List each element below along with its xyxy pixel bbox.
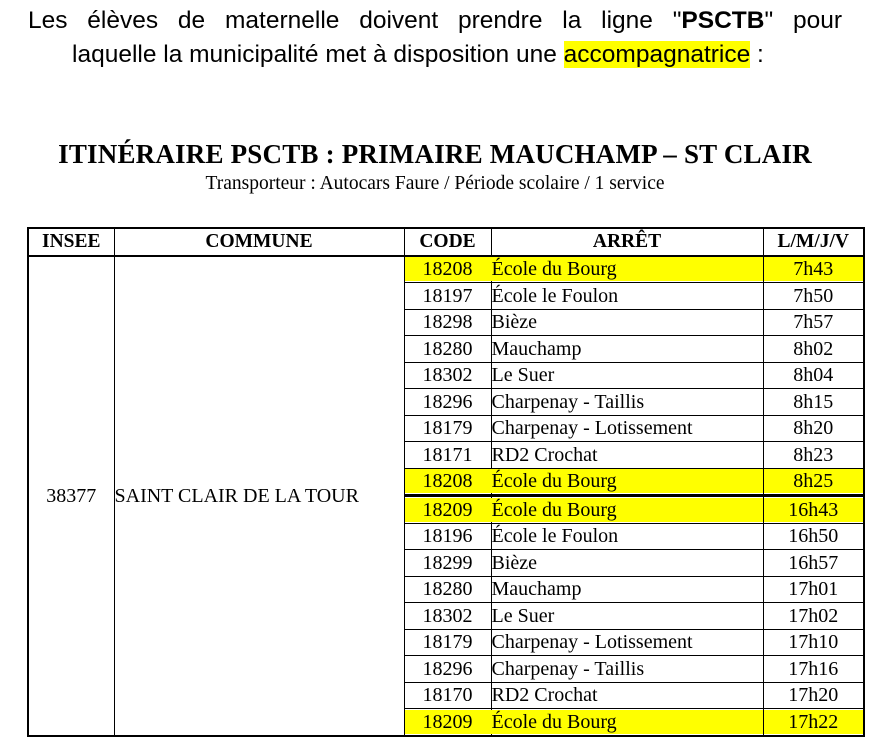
code-cell — [404, 256, 491, 283]
stop-cell-text: Bièze — [491, 551, 538, 574]
time-cell — [763, 468, 864, 496]
time-cell — [763, 309, 864, 336]
code-cell — [404, 362, 491, 389]
code-cell — [404, 523, 491, 550]
code-cell-text: 18170 — [422, 684, 473, 707]
time-cell-text: 16h43 — [764, 498, 864, 522]
time-cell — [763, 256, 864, 283]
time-cell-text: 7h57 — [793, 311, 834, 334]
stop-cell-text: École du Bourg — [488, 710, 763, 734]
page-subtitle: Transporteur : Autocars Faure / Période scolaire / 1 service — [205, 173, 665, 194]
stop-cell-text: RD2 Crochat — [491, 684, 598, 707]
code-cell — [404, 389, 491, 416]
code-cell — [404, 309, 491, 336]
time-cell — [763, 603, 864, 630]
code-cell — [404, 496, 491, 524]
stop-cell-text: Charpenay - Taillis — [491, 657, 645, 680]
code-cell-text: 18296 — [422, 657, 473, 680]
stop-cell-text: Charpenay - Taillis — [491, 390, 645, 413]
route-table — [27, 227, 865, 737]
time-cell-text: 16h50 — [788, 525, 839, 548]
code-cell-text: 18179 — [422, 417, 473, 440]
code-cell — [404, 709, 491, 736]
time-cell-text: 8h04 — [793, 364, 834, 387]
stop-cell-text: Charpenay - Lotissement — [491, 417, 693, 440]
time-cell-text: 8h20 — [793, 417, 834, 440]
code-cell — [404, 283, 491, 310]
intro-paragraph — [0, 4, 882, 72]
time-cell-text: 17h22 — [764, 710, 864, 734]
stop-cell — [491, 309, 763, 336]
stop-cell — [491, 629, 763, 656]
stop-cell — [491, 576, 763, 603]
code-cell-text: 18299 — [422, 551, 473, 574]
time-cell-text: 16h57 — [788, 551, 839, 574]
time-cell — [763, 629, 864, 656]
stop-cell-text: Le Suer — [491, 604, 555, 627]
stop-cell-text: École du Bourg — [488, 498, 763, 522]
code-cell — [404, 415, 491, 442]
time-cell — [763, 389, 864, 416]
code-cell — [404, 468, 491, 496]
route-table-body — [28, 256, 864, 736]
code-cell — [404, 336, 491, 363]
stop-cell-text: Bièze — [491, 311, 538, 334]
time-cell-text: 17h10 — [788, 631, 839, 654]
code-cell-text: 18208 — [405, 257, 491, 281]
time-cell — [763, 496, 864, 524]
time-cell-text: 8h23 — [793, 443, 834, 466]
code-cell-text: 18208 — [405, 469, 491, 493]
code-cell — [404, 629, 491, 656]
stop-cell-text: Charpenay - Lotissement — [491, 631, 693, 654]
code-cell-text: 18280 — [422, 337, 473, 360]
insee-cell: 38377 — [28, 256, 114, 736]
time-cell — [763, 656, 864, 683]
code-cell-text: 18196 — [422, 525, 473, 548]
line-name-bold: PSCTB — [681, 7, 765, 34]
code-cell-text: 18209 — [405, 710, 491, 734]
time-cell-text: 8h25 — [764, 469, 864, 493]
stop-cell-text: RD2 Crochat — [491, 443, 598, 466]
stop-cell-text: Le Suer — [491, 364, 555, 387]
stop-cell-text: École du Bourg — [488, 469, 763, 493]
header-code: CODE — [404, 228, 491, 256]
code-cell — [404, 576, 491, 603]
code-cell-text: 18280 — [422, 578, 473, 601]
stop-cell — [491, 709, 763, 736]
code-cell-text: 18296 — [422, 390, 473, 413]
stop-cell-text: École du Bourg — [488, 257, 763, 281]
stop-cell — [491, 336, 763, 363]
code-cell-text: 18302 — [422, 604, 473, 627]
time-cell-text: 7h50 — [793, 284, 834, 307]
intro-text: laquelle la municipalité met à disposition une — [72, 41, 564, 68]
stop-cell-text: Mauchamp — [491, 578, 582, 601]
stop-cell — [491, 550, 763, 577]
stop-cell — [491, 682, 763, 709]
code-cell — [404, 442, 491, 469]
intro-line-2 — [0, 38, 882, 72]
stop-cell — [491, 442, 763, 469]
time-cell — [763, 336, 864, 363]
time-cell — [763, 283, 864, 310]
header-commune: COMMUNE — [114, 228, 404, 256]
stop-cell — [491, 603, 763, 630]
stop-cell-text: École le Foulon — [491, 284, 619, 307]
time-cell-text: 17h16 — [788, 657, 839, 680]
code-cell — [404, 656, 491, 683]
highlighted-word: accompagnatrice — [563, 41, 751, 68]
time-cell — [763, 415, 864, 442]
code-cell-text: 18209 — [405, 498, 491, 522]
time-cell — [763, 362, 864, 389]
code-cell-text: 18171 — [422, 443, 473, 466]
time-cell-text: 17h02 — [788, 604, 839, 627]
time-cell — [763, 682, 864, 709]
stop-cell-text: Mauchamp — [491, 337, 582, 360]
stop-cell — [491, 656, 763, 683]
stop-cell — [491, 256, 763, 283]
code-cell-text: 18298 — [422, 311, 473, 334]
code-cell-text: 18197 — [422, 284, 473, 307]
table-row — [28, 256, 864, 283]
time-cell-text: 17h20 — [788, 684, 839, 707]
time-cell-text: 8h02 — [793, 337, 834, 360]
time-cell-text: 7h43 — [764, 257, 864, 281]
intro-text: : — [750, 41, 764, 68]
commune-cell: SAINT CLAIR DE LA TOUR — [114, 256, 404, 736]
stop-cell — [491, 389, 763, 416]
time-cell — [763, 523, 864, 550]
code-cell — [404, 682, 491, 709]
table-header-row — [28, 228, 864, 256]
time-cell-text: 8h15 — [793, 390, 834, 413]
page-title: ITINÉRAIRE PSCTB : PRIMAIRE MAUCHAMP – ST CLAIR — [58, 139, 812, 169]
time-cell — [763, 576, 864, 603]
code-cell — [404, 550, 491, 577]
stop-cell — [491, 283, 763, 310]
stop-cell — [491, 523, 763, 550]
stop-cell — [491, 362, 763, 389]
stop-cell — [491, 415, 763, 442]
code-cell-text: 18302 — [422, 364, 473, 387]
intro-text: Les élèves de maternelle doivent prendre la ligne " — [28, 7, 682, 34]
time-cell — [763, 709, 864, 736]
time-cell — [763, 442, 864, 469]
code-cell-text: 18179 — [422, 631, 473, 654]
header-stop: ARRÊT — [491, 228, 763, 256]
intro-line-1 — [0, 4, 882, 38]
stop-cell — [491, 496, 763, 524]
header-days: L/M/J/V — [763, 228, 864, 256]
time-cell-text: 17h01 — [788, 578, 839, 601]
stop-cell-text: École le Foulon — [491, 525, 619, 548]
code-cell — [404, 603, 491, 630]
time-cell — [763, 550, 864, 577]
header-insee: INSEE — [28, 228, 114, 256]
stop-cell — [491, 468, 763, 496]
intro-text: " pour — [764, 7, 842, 34]
